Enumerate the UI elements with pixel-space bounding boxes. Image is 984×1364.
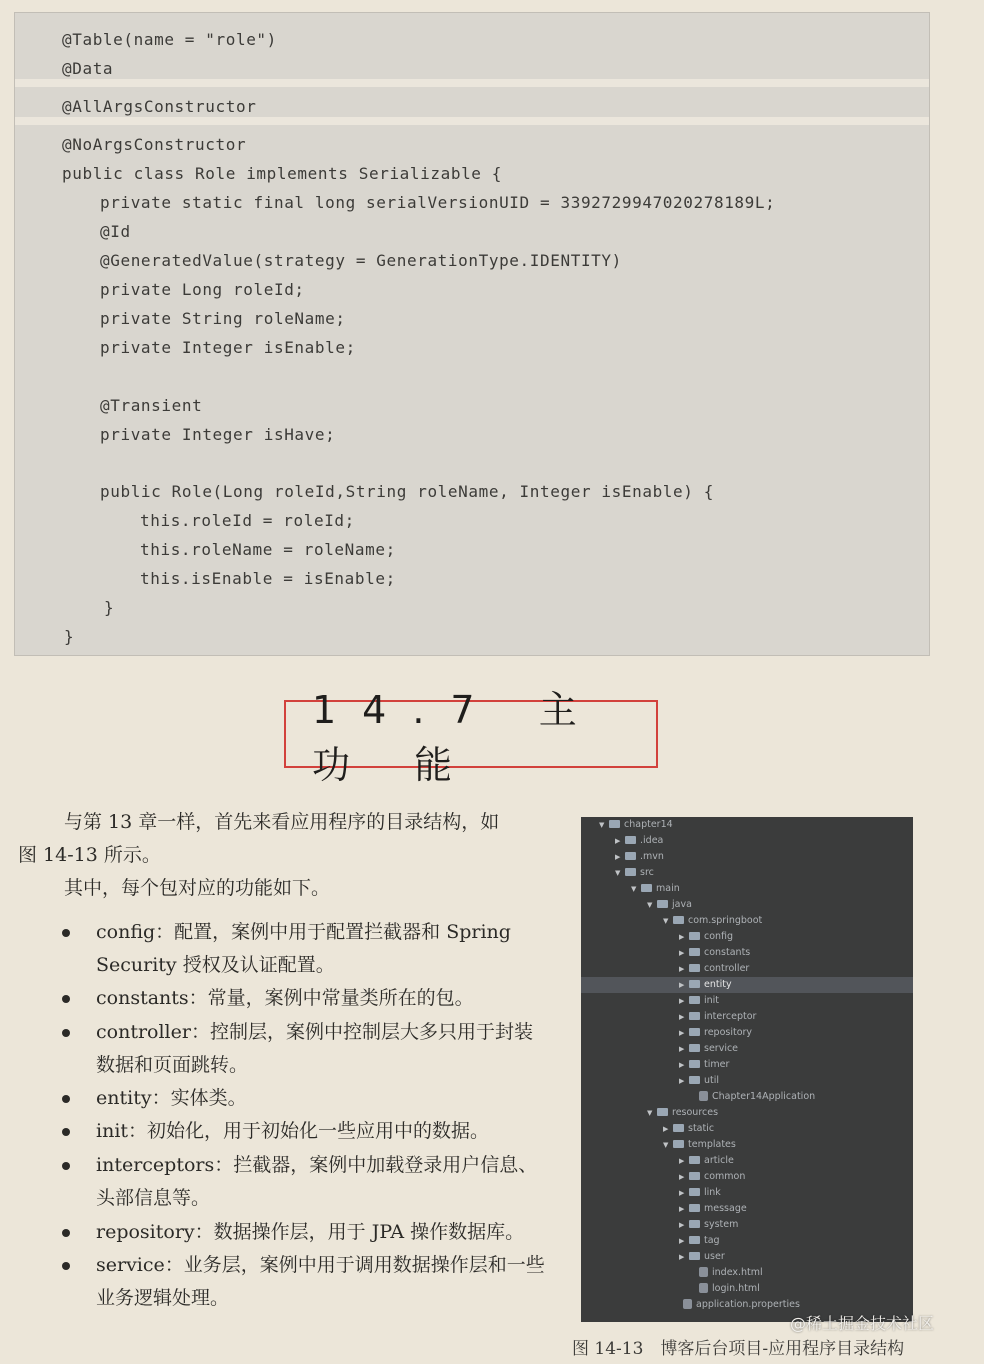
- tree-row: [581, 929, 913, 945]
- section-title: [284, 688, 658, 787]
- code-line: private Long roleId;: [100, 280, 305, 299]
- tree-row: [581, 1233, 913, 1249]
- bullet-dot: [62, 1262, 70, 1270]
- bullet-dot: [62, 929, 70, 937]
- code-line: public Role(Long roleId,String roleName, Integer isEnable) {: [100, 482, 714, 501]
- expand-arrow-icon: ▶: [679, 997, 685, 1005]
- code-line: this.roleId = roleId;: [140, 511, 355, 530]
- bullet-dot: [62, 1029, 70, 1037]
- tree-row: [581, 1185, 913, 1201]
- package-desc: ：实体类。: [151, 1087, 247, 1109]
- tree-row: [581, 1057, 913, 1073]
- list-item: [96, 1016, 548, 1082]
- folder-icon: [625, 868, 636, 876]
- bullet-dot: [62, 1095, 70, 1103]
- tree-row: [581, 1169, 913, 1185]
- folder-icon: [689, 932, 700, 940]
- tree-row: [581, 1121, 913, 1137]
- list-item: [96, 982, 548, 1015]
- tree-row: [581, 817, 913, 833]
- tree-label: user: [704, 1251, 725, 1262]
- figure-caption: 图 14-13 博客后台项目-应用程序目录结构: [572, 1339, 905, 1359]
- folder-icon: [689, 1204, 700, 1212]
- package-term: init: [96, 1120, 129, 1142]
- watermark: @稀土掘金技术社区: [790, 1314, 935, 1333]
- tree-label: templates: [688, 1139, 736, 1150]
- code-line: private static final long serialVersionUID = 3392729947020278189L;: [100, 193, 776, 212]
- expand-arrow-icon: ▶: [679, 965, 685, 973]
- tree-row: [581, 1217, 913, 1233]
- tree-row: [581, 945, 913, 961]
- folder-icon: [641, 884, 652, 892]
- package-desc: ：拦截器，案例中加载登录用户信息、头部信息等。: [96, 1154, 538, 1209]
- expand-arrow-icon: ▼: [647, 1109, 653, 1117]
- tree-label: chapter14: [624, 819, 673, 830]
- tree-label: src: [640, 867, 654, 878]
- folder-icon: [673, 916, 684, 924]
- package-desc: ：业务层，案例中用于调用数据操作层和一些业务逻辑处理。: [96, 1254, 545, 1309]
- list-item: [96, 1149, 548, 1215]
- package-term: constants: [96, 987, 189, 1009]
- tree-row: [581, 897, 913, 913]
- expand-arrow-icon: ▶: [679, 981, 685, 989]
- properties-file-icon: [683, 1299, 692, 1309]
- folder-icon: [673, 1124, 684, 1132]
- expand-arrow-icon: ▼: [615, 869, 621, 877]
- tree-row: [581, 881, 913, 897]
- expand-arrow-icon: ▶: [679, 1173, 685, 1181]
- tree-row-selected: [581, 977, 913, 993]
- tree-label: login.html: [712, 1283, 760, 1294]
- list-item: [96, 1115, 548, 1148]
- expand-arrow-icon: ▶: [679, 1253, 685, 1261]
- code-block: [14, 12, 930, 656]
- package-term: entity: [96, 1087, 152, 1109]
- folder-icon: [689, 948, 700, 956]
- folder-icon: [609, 820, 620, 828]
- package-desc: ：控制层，案例中控制层大多只用于封装数据和页面跳转。: [96, 1021, 533, 1076]
- code-line: this.isEnable = isEnable;: [140, 569, 396, 588]
- code-separator: [15, 79, 929, 87]
- tree-row: [581, 1137, 913, 1153]
- folder-icon: [689, 1028, 700, 1036]
- html-file-icon: [699, 1283, 708, 1293]
- folder-icon: [689, 1044, 700, 1052]
- folder-icon: [689, 1076, 700, 1084]
- tree-row: [581, 1201, 913, 1217]
- tree-label: config: [704, 931, 734, 942]
- expand-arrow-icon: ▶: [679, 1221, 685, 1229]
- folder-icon: [657, 900, 668, 908]
- tree-row: [581, 1105, 913, 1121]
- expand-arrow-icon: ▼: [631, 885, 637, 893]
- folder-icon: [689, 1156, 700, 1164]
- folder-icon: [689, 1220, 700, 1228]
- tree-label: common: [704, 1171, 746, 1182]
- tree-row: [581, 1073, 913, 1089]
- expand-arrow-icon: ▼: [663, 1141, 669, 1149]
- expand-arrow-icon: ▶: [679, 1013, 685, 1021]
- package-desc: ：初始化，用于初始化一些应用中的数据。: [128, 1120, 490, 1142]
- tree-row: [581, 849, 913, 865]
- folder-icon: [689, 964, 700, 972]
- tree-label: com.springboot: [688, 915, 763, 926]
- tree-label: constants: [704, 947, 751, 958]
- tree-row: [581, 913, 913, 929]
- tree-row: [581, 1265, 913, 1281]
- list-item: [96, 916, 548, 982]
- tree-label: tag: [704, 1235, 720, 1246]
- code-line: @AllArgsConstructor: [62, 97, 257, 116]
- list-item: [96, 1082, 548, 1115]
- intro-line: 与第 13 章一样，首先来看应用程序的目录结构，如: [64, 811, 500, 833]
- expand-arrow-icon: ▶: [679, 1205, 685, 1213]
- code-line: private Integer isEnable;: [100, 338, 356, 357]
- package-desc: ：数据操作层，用于 JPA 操作数据库。: [194, 1221, 525, 1243]
- tree-label: util: [704, 1075, 720, 1086]
- folder-icon: [689, 980, 700, 988]
- code-line: }: [64, 627, 75, 646]
- tree-row: [581, 1089, 913, 1105]
- folder-icon: [689, 1060, 700, 1068]
- tree-label: article: [704, 1155, 734, 1166]
- tree-row: [581, 865, 913, 881]
- code-line: @Transient: [100, 396, 203, 415]
- expand-arrow-icon: ▶: [679, 1029, 685, 1037]
- package-term: service: [96, 1254, 165, 1276]
- tree-label: link: [704, 1187, 721, 1198]
- code-line: @Table(name = "role"): [62, 30, 277, 49]
- expand-arrow-icon: ▶: [615, 853, 621, 861]
- tree-label: main: [656, 883, 680, 894]
- bullet-dot: [62, 1162, 70, 1170]
- tree-label: message: [704, 1203, 747, 1214]
- tree-label: timer: [704, 1059, 730, 1070]
- code-line: @Id: [100, 222, 131, 241]
- tree-label: resources: [672, 1107, 719, 1118]
- expand-arrow-icon: ▼: [599, 821, 605, 829]
- project-tree-figure: [581, 817, 913, 1322]
- tree-row: [581, 1281, 913, 1297]
- code-line: @NoArgsConstructor: [62, 135, 247, 154]
- expand-arrow-icon: ▶: [679, 1061, 685, 1069]
- tree-label: index.html: [712, 1267, 763, 1278]
- code-line: private Integer isHave;: [100, 425, 336, 444]
- list-item: [96, 1249, 548, 1315]
- expand-arrow-icon: ▶: [679, 1045, 685, 1053]
- expand-arrow-icon: ▶: [663, 1125, 669, 1133]
- expand-arrow-icon: ▶: [679, 1189, 685, 1197]
- package-term: config: [96, 921, 156, 943]
- tree-row: [581, 993, 913, 1009]
- expand-arrow-icon: ▶: [679, 1077, 685, 1085]
- tree-label: repository: [704, 1027, 753, 1038]
- code-line: this.roleName = roleName;: [140, 540, 396, 559]
- tree-row: [581, 961, 913, 977]
- tree-label: static: [688, 1123, 715, 1134]
- expand-arrow-icon: ▶: [615, 837, 621, 845]
- bullet-dot: [62, 1229, 70, 1237]
- tree-label: system: [704, 1219, 739, 1230]
- code-line: @Data: [62, 59, 114, 78]
- folder-icon: [689, 1252, 700, 1260]
- folder-icon: [689, 1172, 700, 1180]
- html-file-icon: [699, 1267, 708, 1277]
- tree-label: application.properties: [696, 1299, 800, 1310]
- list-item: [96, 1216, 548, 1249]
- folder-icon: [689, 1236, 700, 1244]
- class-file-icon: [699, 1091, 708, 1101]
- expand-arrow-icon: ▶: [679, 1157, 685, 1165]
- tree-label: entity: [704, 979, 732, 990]
- tree-label: init: [704, 995, 720, 1006]
- tree-row: [581, 1249, 913, 1265]
- tree-label: controller: [704, 963, 750, 974]
- folder-icon: [673, 1140, 684, 1148]
- tree-label: .mvn: [640, 851, 664, 862]
- folder-icon: [625, 836, 636, 844]
- intro-line: 其中，每个包对应的功能如下。: [64, 877, 331, 899]
- expand-arrow-icon: ▶: [679, 949, 685, 957]
- code-line: public class Role implements Serializable {: [62, 164, 503, 183]
- bullet-dot: [62, 1128, 70, 1136]
- tree-label: java: [672, 899, 692, 910]
- expand-arrow-icon: ▶: [679, 1237, 685, 1245]
- folder-icon: [689, 996, 700, 1004]
- code-line: private String roleName;: [100, 309, 346, 328]
- folder-icon: [657, 1108, 668, 1116]
- tree-label: Chapter14Application: [712, 1091, 816, 1102]
- tree-row: [581, 1041, 913, 1057]
- tree-label: service: [704, 1043, 739, 1054]
- code-line: @GeneratedValue(strategy = GenerationType.IDENTITY): [100, 251, 622, 270]
- tree-label: .idea: [640, 835, 664, 846]
- tree-row: [581, 1009, 913, 1025]
- folder-icon: [689, 1188, 700, 1196]
- package-term: repository: [96, 1221, 195, 1243]
- expand-arrow-icon: ▼: [647, 901, 653, 909]
- tree-row: [581, 1153, 913, 1169]
- package-desc: ：常量，案例中常量类所在的包。: [188, 987, 474, 1009]
- bullet-dot: [62, 995, 70, 1003]
- package-term: interceptors: [96, 1154, 215, 1176]
- tree-row: [581, 1025, 913, 1041]
- tree-label: interceptor: [704, 1011, 757, 1022]
- section-title-text: 14.7 主 功 能: [312, 688, 603, 787]
- intro-line: 图 14-13 所示。: [18, 844, 161, 866]
- package-term: controller: [96, 1021, 191, 1043]
- expand-arrow-icon: ▼: [663, 917, 669, 925]
- folder-icon: [689, 1012, 700, 1020]
- tree-row: [581, 833, 913, 849]
- folder-icon: [625, 852, 636, 860]
- expand-arrow-icon: ▶: [679, 933, 685, 941]
- package-desc: ：配置，案例中用于配置拦截器和 Spring Security 授权及认证配置。: [96, 921, 511, 976]
- code-line: }: [104, 598, 115, 617]
